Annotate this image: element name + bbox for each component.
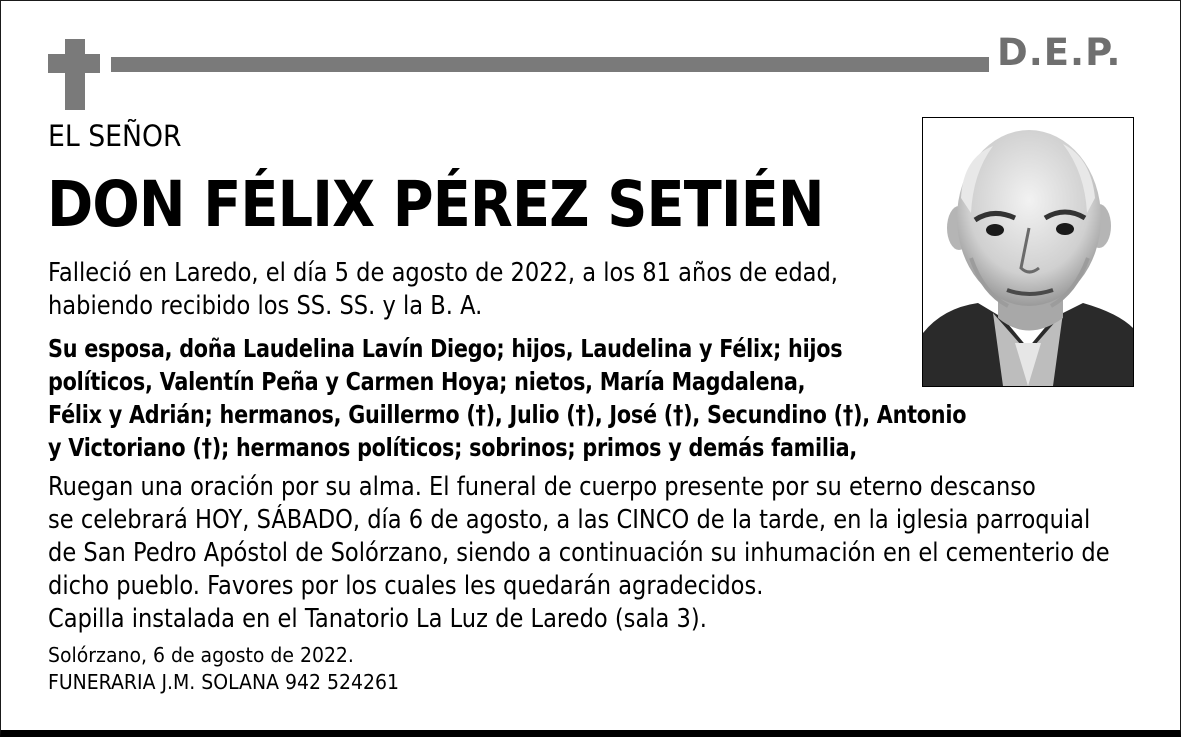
pre-title: EL SEÑOR (48, 119, 182, 153)
death-notice-paragraph (48, 257, 838, 323)
funeral-home: FUNERARIA J.M. SOLANA 942 524261 (48, 670, 399, 694)
family-line: políticos, Valentín Peña y Carmen Hoya; nietos, María Magdalena, (48, 367, 806, 396)
service-line: dicho pueblo. Favores por los cuales les quedarán agradecidos. (48, 571, 764, 601)
place-date: Solórzano, 6 de agosto de 2022. (48, 643, 354, 667)
dep-heading: D.E.P. (997, 31, 1122, 74)
death-notice-line: Falleció en Laredo, el día 5 de agosto de 2022, a los 81 años de edad, (48, 258, 838, 288)
family-line: Su esposa, doña Laudelina Lavín Diego; hijos, Laudelina y Félix; hijos (48, 334, 843, 363)
service-line: de San Pedro Apóstol de Solórzano, siendo a continuación su inhumación en el cementerio de (48, 538, 1110, 568)
service-paragraph (48, 471, 1110, 636)
cross-icon-bar (48, 54, 100, 73)
service-line: Capilla instalada en el Tanatorio La Luz de Laredo (sala 3). (48, 604, 707, 634)
cross-icon (65, 39, 85, 110)
service-line: se celebrará HOY, SÁBADO, día 6 de agosto, a las CINCO de la tarde, en la iglesia parroquial (48, 505, 1091, 535)
death-notice-line: habiendo recibido los SS. SS. y la B. A. (48, 291, 483, 321)
deceased-name: DON FÉLIX PÉREZ SETIÉN (47, 168, 824, 241)
footer (48, 642, 399, 696)
family-line: y Victoriano (†); hermanos políticos; sobrinos; primos y demás familia, (48, 433, 858, 462)
family-paragraph (48, 332, 966, 464)
service-line: Ruegan una oración por su alma. El funeral de cuerpo presente por su eterno descanso (48, 472, 1036, 502)
family-line: Félix y Adrián; hermanos, Guillermo (†), Julio (†), José (†), Secundino (†), Antonio (48, 400, 967, 429)
header-rule (111, 57, 989, 72)
